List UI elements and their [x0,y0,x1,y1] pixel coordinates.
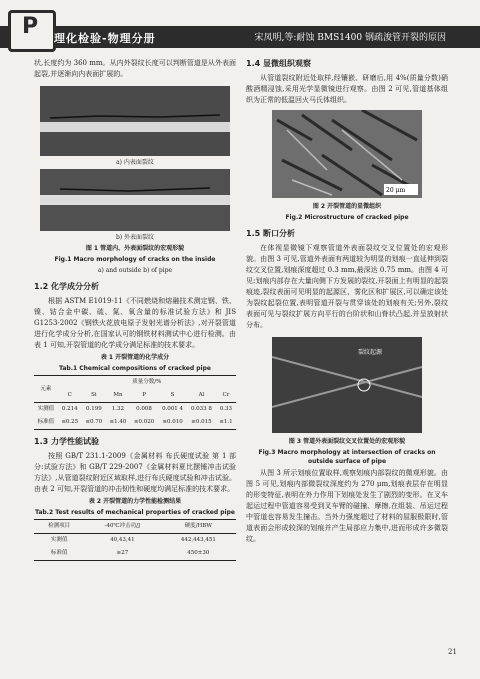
table-cell: 实测值 [50,537,68,543]
table-2-caption-cn: 表 2 开裂管道的力学性能检测结果 [88,498,182,505]
table-cell: ≤0.020 [133,419,155,425]
figure-3-caption-en: Fig.3 Macro morphology at intersection of cracks on outside surface of pipe [258,449,436,465]
table-cell: 442,443,451 [180,537,216,543]
section-1-4-text: 从管道裂纹附近处取样,经镶嵌、研磨后,用 4%(质量分数)硝酸酒精浸蚀,采用光学显微镜进行观察。由图 2 可见,管道基体组织为正常的低温回火马氏体组织。 [246,74,448,104]
table-1-col: S [170,392,175,398]
table-cell: ≥27 [116,550,129,556]
journal-name: 理化检验-物理分册 [54,32,156,45]
section-1-5-heading: 1.5 断口分析 [246,229,295,238]
section-1-4-heading: 1.4 显微组织观察 [246,59,311,68]
table-cell: 0.199 [85,406,102,412]
section-1-5-text-continued: 从图 3 所示划痕位置取样,观察划痕内部裂纹的微观形貌。由图 5 可见,划痕内部微裂纹深度约为 270 μm,划痕表层存在明显的形变特征,表明在外力作用下划痕处发生了剧烈的变形。在叉车起运过程中管道容易受到叉车臂的碰撞、摩擦,在组装、吊运过程中管道也容易发生撞击。当外力强度超过了材料的屈服极限时,管道表面会形成较深的划痕并产生局部应力集中,进而形成许多微裂纹。 [246,469,448,543]
figure-1b-photo [40,169,230,231]
page-header [0,0,480,50]
figure-1-caption-cn: 图 1 管道内、外表面裂纹的宏观形貌 [85,245,185,252]
table-1-element-header: 元素 [34,376,58,403]
table-1-col: Mn [113,392,123,398]
table-cell: 实测值 [37,406,55,412]
section-1-3-text: 按照 GB/T 231.1-2009《金属材料 布氏硬度试验 第 1 部分:试验方法》和 GB/T 229-2007《金属材料夏比摆锤冲击试验方法》,从管道裂纹附近区域取样,进行布氏硬度试验和冲击试验。由表 2 可知,开裂管道的冲击韧性和硬度均满足标准的技术要求。 [34,452,236,493]
table-cell: 0.033 8 [190,406,212,412]
figure-1a-photo [40,86,230,156]
table-cell: ≤1.1 [219,419,233,425]
table-cell: 40,43,41 [110,537,135,543]
table-1-col: Si [91,392,97,398]
section-1-2-text: 根据 ASTM E1019-11《不同燃烧和熔融技术测定钢、铁、镍、钴合金中碳、硫、氮、氧含量的标准试验方法》和 JIS G1253-2002《钢铁火花放电原子发射光谱分析法》,对开裂管道进行化学成分分析,在国家认可的钢铁材料测试中心进行检测。由表 1 可知,开裂管道的化学成分满足标准的技术要求。 [34,297,236,349]
section-1-2-heading: 1.2 化学成分分析 [34,282,99,291]
figure-3-caption-cn: 图 3 管道外表面裂纹交叉位置处的宏观形貌 [288,438,406,445]
intro-paragraph: 状,长度约为 360 mm。从内外裂纹长度可以判断管道是从外表面起裂,并逐渐向内表面扩展的。 [34,59,236,78]
table-cell: 0.214 [61,406,78,412]
table-1-col: P [142,392,146,398]
crack-origin-label: 裂纹起源 [358,349,383,356]
table-1-col: Al [198,392,205,398]
table-1 [34,375,236,430]
section-1-3-heading: 1.3 力学性能试验 [34,437,99,446]
left-column [34,58,236,565]
table-1-caption-en: Tab.1 Chemical compositions of cracked pipe [59,365,211,372]
table-cell: 标准值 [50,550,68,556]
table-2 [34,519,236,561]
table-cell: 标准值 [37,419,55,425]
table-cell: ≤0.25 [61,419,79,425]
figure-2-micrograph [272,110,422,198]
figure-2-caption-cn: 图 2 开裂管道的显微组织 [312,203,382,210]
table-cell: ≤0.70 [85,419,103,425]
table-2-caption-en: Tab.2 Test results of mechanical properties of cracked pipe [35,509,235,516]
figure-3-photo [272,337,422,433]
figure-1-caption-en-2: a) and outside b) of pipe [97,267,173,274]
table-2-header: -40℃冲击功/J [104,523,141,529]
table-2-header: 检测项目 [48,523,71,529]
table-row [34,416,236,430]
table-cell: 0.33 [219,406,233,412]
figure-2-caption-en: Fig.2 Microstructure of cracked pipe [285,214,409,221]
page-number: 21 [448,648,457,656]
figure-1b-label: b) 外表面裂纹 [115,234,155,241]
outer-crack-image [40,169,230,231]
table-cell: 0.001 4 [162,406,184,412]
table-cell: ≥0.015 [191,419,212,425]
running-title: 宋凤明,等:耐蚀 BMS1400 钢疏浚管开裂的原因 [254,33,446,43]
table-cell: 0.008 [136,406,152,412]
crack-intersection-image [272,337,422,433]
table-row [34,403,236,417]
table-row [34,547,236,561]
table-cell: 450±30 [187,550,210,556]
table-1-col: C [67,392,72,398]
table-row [34,534,236,548]
right-column [246,58,448,547]
table-cell: ≤1.40 [109,419,127,425]
logo-mark: P [22,14,39,39]
table-cell: ≤0.010 [162,419,183,425]
section-1-5-text: 在体视显微镜下观察管道外表面裂纹交叉位置处的宏观形貌。由图 3 可见,管道外表面有两道较为明显的划痕一直延伸到裂纹交叉位置,划痕深度超过 0.3 mm,最深达 0.75 mm。由图 4 可见:划痕内部存在大量向侧下方发展的裂纹,开裂面上有明显的起裂痕迹,裂纹表面可见明显的起源区、雾化区和扩展区,可以确定该处为裂纹起裂位置,表明管道开裂与贯穿该处的划痕有关;另外,裂纹表面可见与裂纹扩展方向平行的台阶状和山脊状凸起,并呈放射状分布。 [246,244,448,329]
inner-crack-image [40,86,230,156]
table-cell: 1.32 [111,406,125,412]
table-2-header: 硬度/HBW [184,523,212,529]
figure-1a-label: a) 内表面裂纹 [116,159,154,166]
figure-1-caption-en-1: Fig.1 Macro morphology of cracks on the inside [54,256,216,263]
table-1-col: Cr [222,392,230,398]
table-1-caption-cn: 表 1 开裂管道的化学成分 [100,354,170,361]
scale-bar-label: 20 μm [386,187,406,194]
table-1-unit-header: 质量分数/% [132,379,162,385]
